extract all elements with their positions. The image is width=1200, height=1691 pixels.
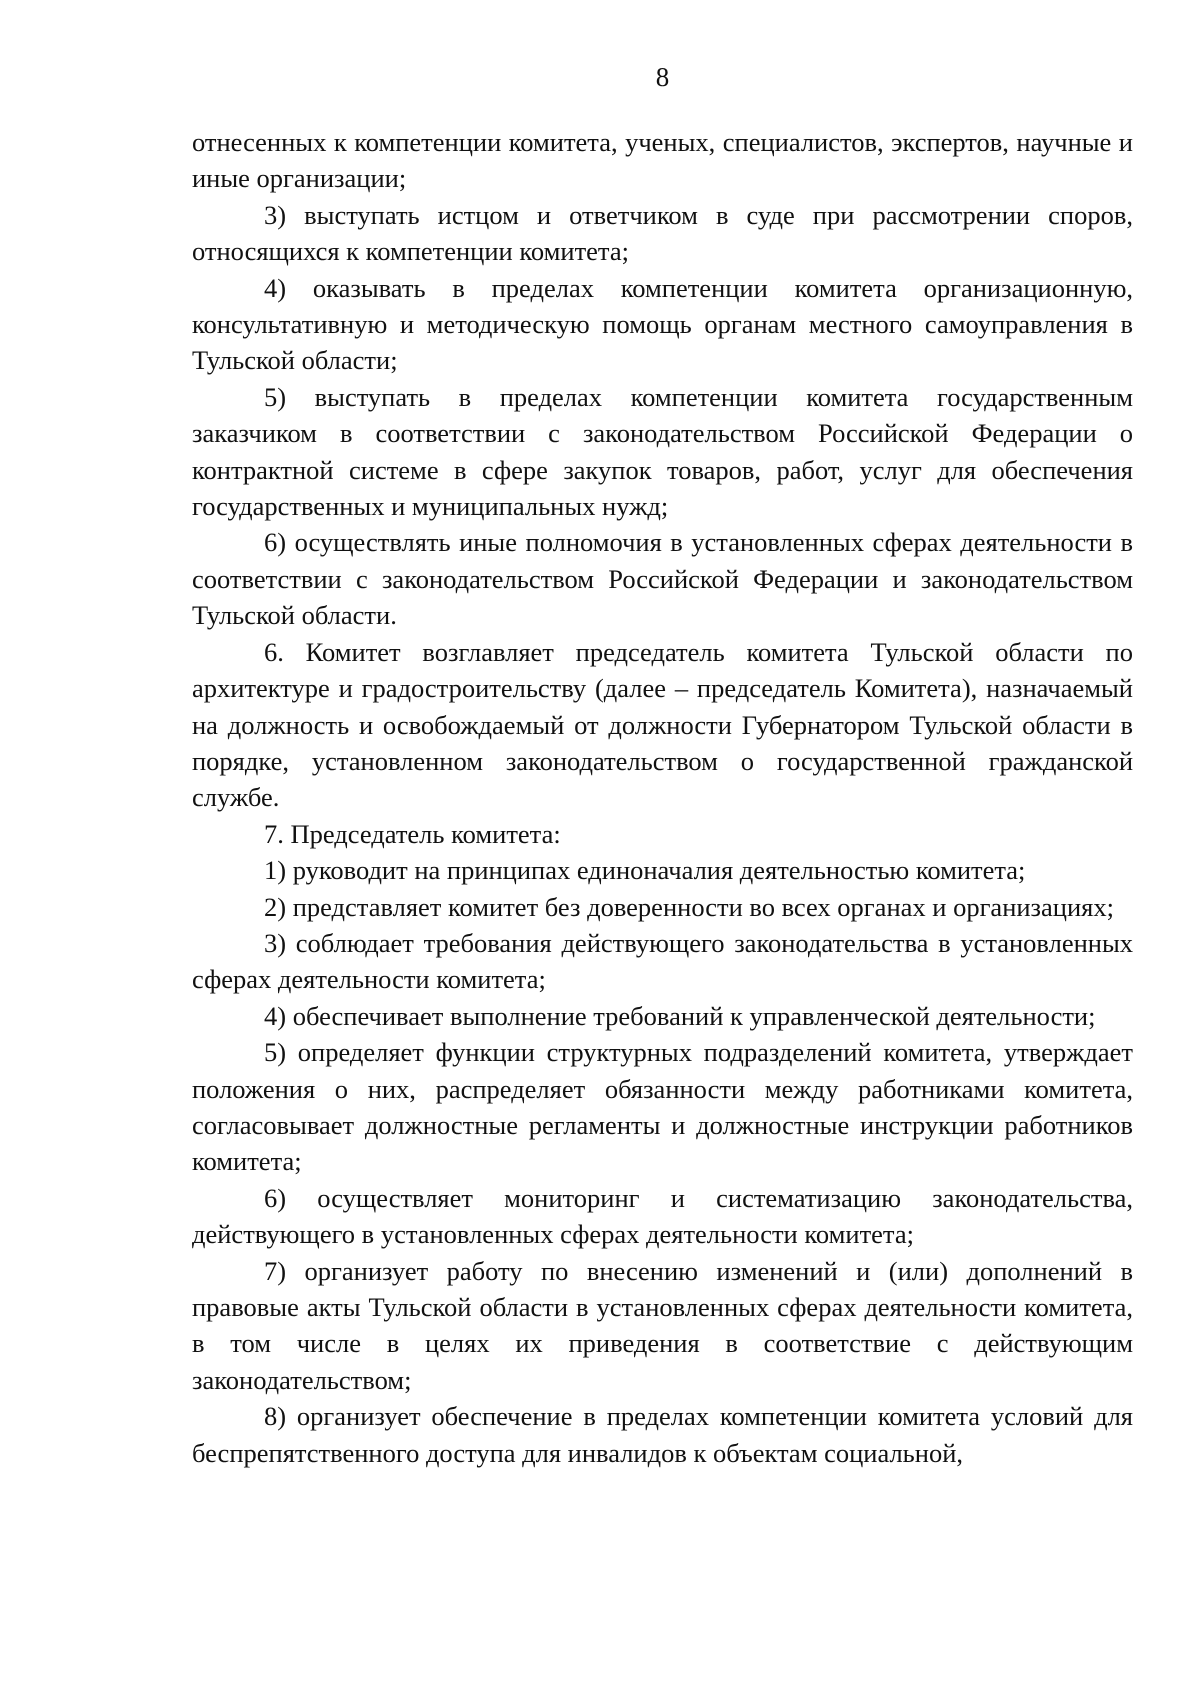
paragraph-item-3-sue: 3) выступать истцом и ответчиком в суде при рассмотрении споров, относящихся к компетенции комитета; [192,199,1133,267]
paragraph-section-7-heading: 7. Председатель комитета: [264,818,561,849]
paragraph-section-6-chairman: 6. Комитет возглавляет председатель комитета Тульской области по архитектуре и градостроительству (далее – председатель Комитета), назначаемый на должность и освобождаемый от должности Губернатором Тульской области в порядке, установленном законодательством о государственной гражданской службе. [192,636,1133,813]
document-body [192,124,1133,1471]
paragraph-chair-item-4: 4) обеспечивает выполнение требований к управленческой деятельности; [264,1000,1096,1031]
paragraph-chair-item-2: 2) представляет комитет без доверенности во всех органах и организациях; [264,891,1114,922]
paragraph-item-5-customer: 5) выступать в пределах компетенции комитета государственным заказчиком в соответствии с законодательством Российской Федерации о контрактной системе в сфере закупок товаров, работ, услуг для обеспечения государственных и муниципальных нужд; [192,381,1133,522]
paragraph-chair-item-5: 5) определяет функции структурных подразделений комитета, утверждает положения о них, распределяет обязанности между работниками комитета, согласовывает должностные регламенты и должностные инструкции работников комитета; [192,1037,1133,1177]
paragraph-chair-item-8: 8) организует обеспечение в пределах компетенции комитета условий для беспрепятственного доступа для инвалидов к объектам социальной, [192,1401,1133,1468]
page-number: 8 [655,62,670,92]
paragraph-chair-item-3: 3) соблюдает требования действующего законодательства в установленных сферах деятельности комитета; [192,927,1133,995]
paragraph-chair-item-1: 1) руководит на принципах единоначалия деятельностью комитета; [264,855,1026,886]
paragraph-chair-item-7: 7) организует работу по внесению изменений и (или) дополнений в правовые акты Тульской области в установленных сферах деятельности комитета, в том числе в целях их приведения в соответствие с действующим законодательством; [192,1255,1133,1395]
paragraph-continuation: отнесенных к компетенции комитета, ученых, специалистов, экспертов, научные и иные организации; [192,127,1133,194]
paragraph-item-6-other-powers: 6) осуществлять иные полномочия в установленных сферах деятельности в соответствии с законодательством Российской Федерации и законодательством Тульской области. [192,527,1133,631]
paragraph-item-4-assistance: 4) оказывать в пределах компетенции комитета организационную, консультативную и методическую помощь органам местного самоуправления в Тульской области; [192,272,1133,376]
paragraph-chair-item-6: 6) осуществляет мониторинг и систематизацию законодательства, действующего в установленных сферах деятельности комитета; [192,1182,1133,1250]
